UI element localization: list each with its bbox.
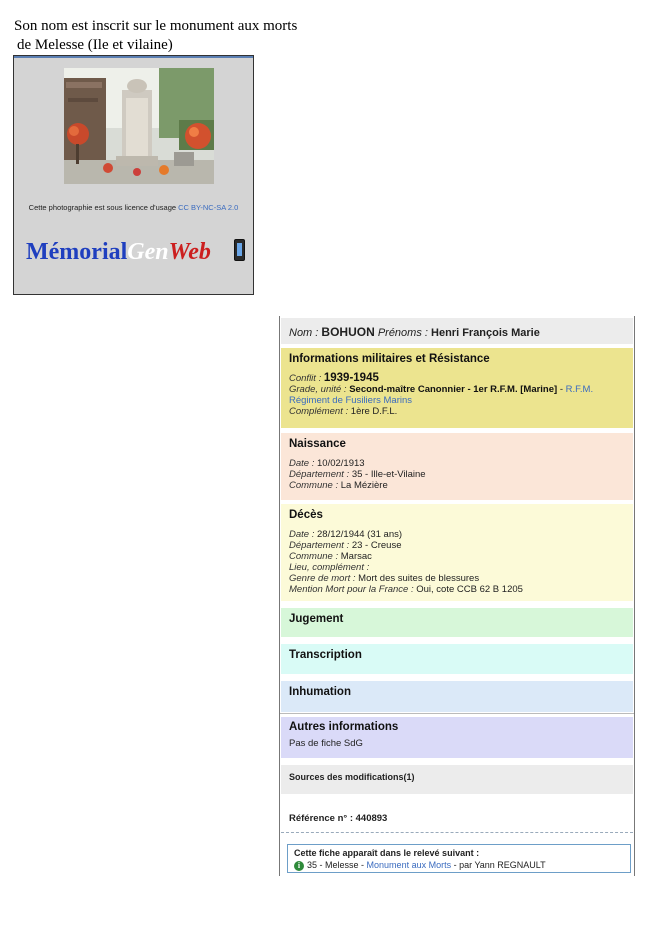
prenoms-label: Prénoms : — [377, 327, 428, 339]
death-section — [281, 504, 633, 601]
death-dept-value: 23 - Creuse — [351, 540, 402, 551]
death-commune-value: Marsac — [340, 551, 372, 562]
death-date-label: Date : — [289, 529, 315, 540]
death-title: Décès — [289, 509, 323, 521]
birth-dept-label: Département : — [289, 469, 350, 480]
releve-title: Cette fiche apparaît dans le relevé suivant : — [294, 848, 480, 858]
page-heading — [14, 17, 344, 55]
releve-suffix: - par Yann REGNAULT — [453, 860, 546, 870]
grade-label: Grade, unité : — [289, 384, 347, 395]
birth-date-label: Date : — [289, 458, 315, 469]
grade-value: Second-maître Canonnier - 1er R.F.M. [Marine] — [349, 384, 558, 395]
releve-link[interactable]: Monument aux Morts — [366, 860, 452, 870]
death-dept-label: Département : — [289, 540, 350, 551]
name-row — [281, 318, 633, 344]
sources-section[interactable]: Sources des modifications(1) — [281, 765, 633, 794]
other-info-section — [281, 717, 633, 758]
complement-label: Complément : — [289, 406, 349, 417]
logo-memorial: Mémorial — [26, 239, 128, 265]
reference-value: 440893 — [355, 813, 388, 824]
grade-link-separator: - — [557, 384, 566, 395]
military-info-section — [281, 348, 633, 428]
burial-title: Inhumation — [289, 686, 351, 698]
licence-link[interactable]: CC BY-NC-SA 2.0 — [178, 203, 239, 212]
nom-label: Nom : — [289, 327, 319, 339]
other-info-title: Autres informations — [289, 721, 399, 733]
heading-line-1: Son nom est inscrit sur le monument aux morts — [14, 18, 298, 34]
complement-value: 1ère D.F.L. — [350, 406, 398, 417]
nom-value: BOHUON — [321, 325, 375, 339]
rfm-link[interactable]: R.F.M. — [565, 384, 594, 395]
smartphone-icon[interactable] — [234, 239, 245, 261]
logo-gen: Gen — [127, 239, 169, 265]
regiment-link[interactable]: Régiment de Fusiliers Marins — [289, 395, 413, 406]
info-circle-icon[interactable]: i — [294, 861, 304, 871]
heading-line-2: de Melesse (Ile et vilaine) — [17, 37, 173, 53]
death-mention-label: Mention Mort pour la France : — [289, 584, 414, 595]
conflit-label: Conflit : — [289, 373, 322, 384]
memorialgenweb-logo[interactable] — [26, 239, 211, 266]
judgment-section — [281, 608, 633, 637]
death-lieu-label: Lieu, complément : — [289, 562, 370, 573]
monument-photo[interactable] — [64, 68, 214, 184]
birth-commune-label: Commune : — [289, 480, 339, 491]
conflit-value: 1939-1945 — [323, 372, 379, 384]
memorial-photo-card — [13, 55, 254, 295]
soldier-record-card — [279, 316, 635, 876]
reference-label: Référence n° : — [289, 813, 353, 824]
card-top-border — [14, 56, 253, 58]
death-mention-value: Oui, cote CCB 62 B 1205 — [416, 584, 523, 595]
transcription-title: Transcription — [289, 649, 362, 661]
birth-date-value: 10/02/1913 — [317, 458, 365, 469]
other-info-text: Pas de fiche SdG — [289, 738, 363, 749]
birth-commune-value: La Mézière — [340, 480, 388, 491]
burial-section — [281, 681, 633, 712]
birth-section — [281, 433, 633, 500]
dotted-divider — [281, 832, 633, 833]
death-date-value: 28/12/1944 (31 ans) — [317, 529, 403, 540]
licence-text: Cette photographie est sous licence d'usage — [28, 203, 177, 212]
releve-prefix: 35 - Melesse - — [307, 860, 365, 870]
judgment-title: Jugement — [289, 613, 344, 625]
transcription-section — [281, 644, 633, 674]
death-genre-value: Mort des suites de blessures — [358, 573, 480, 584]
monument-photo-image — [64, 68, 214, 184]
photo-licence — [14, 202, 253, 214]
reference-row — [281, 810, 633, 830]
section-divider — [280, 713, 634, 714]
military-info-title: Informations militaires et Résistance — [289, 353, 490, 365]
prenoms-value: Henri François Marie — [431, 327, 540, 339]
logo-web: Web — [168, 239, 211, 265]
birth-dept-value: 35 - Ille-et-Vilaine — [351, 469, 426, 480]
birth-title: Naissance — [289, 438, 346, 450]
death-commune-label: Commune : — [289, 551, 339, 562]
death-genre-label: Genre de mort : — [289, 573, 356, 584]
releve-box — [287, 844, 631, 873]
